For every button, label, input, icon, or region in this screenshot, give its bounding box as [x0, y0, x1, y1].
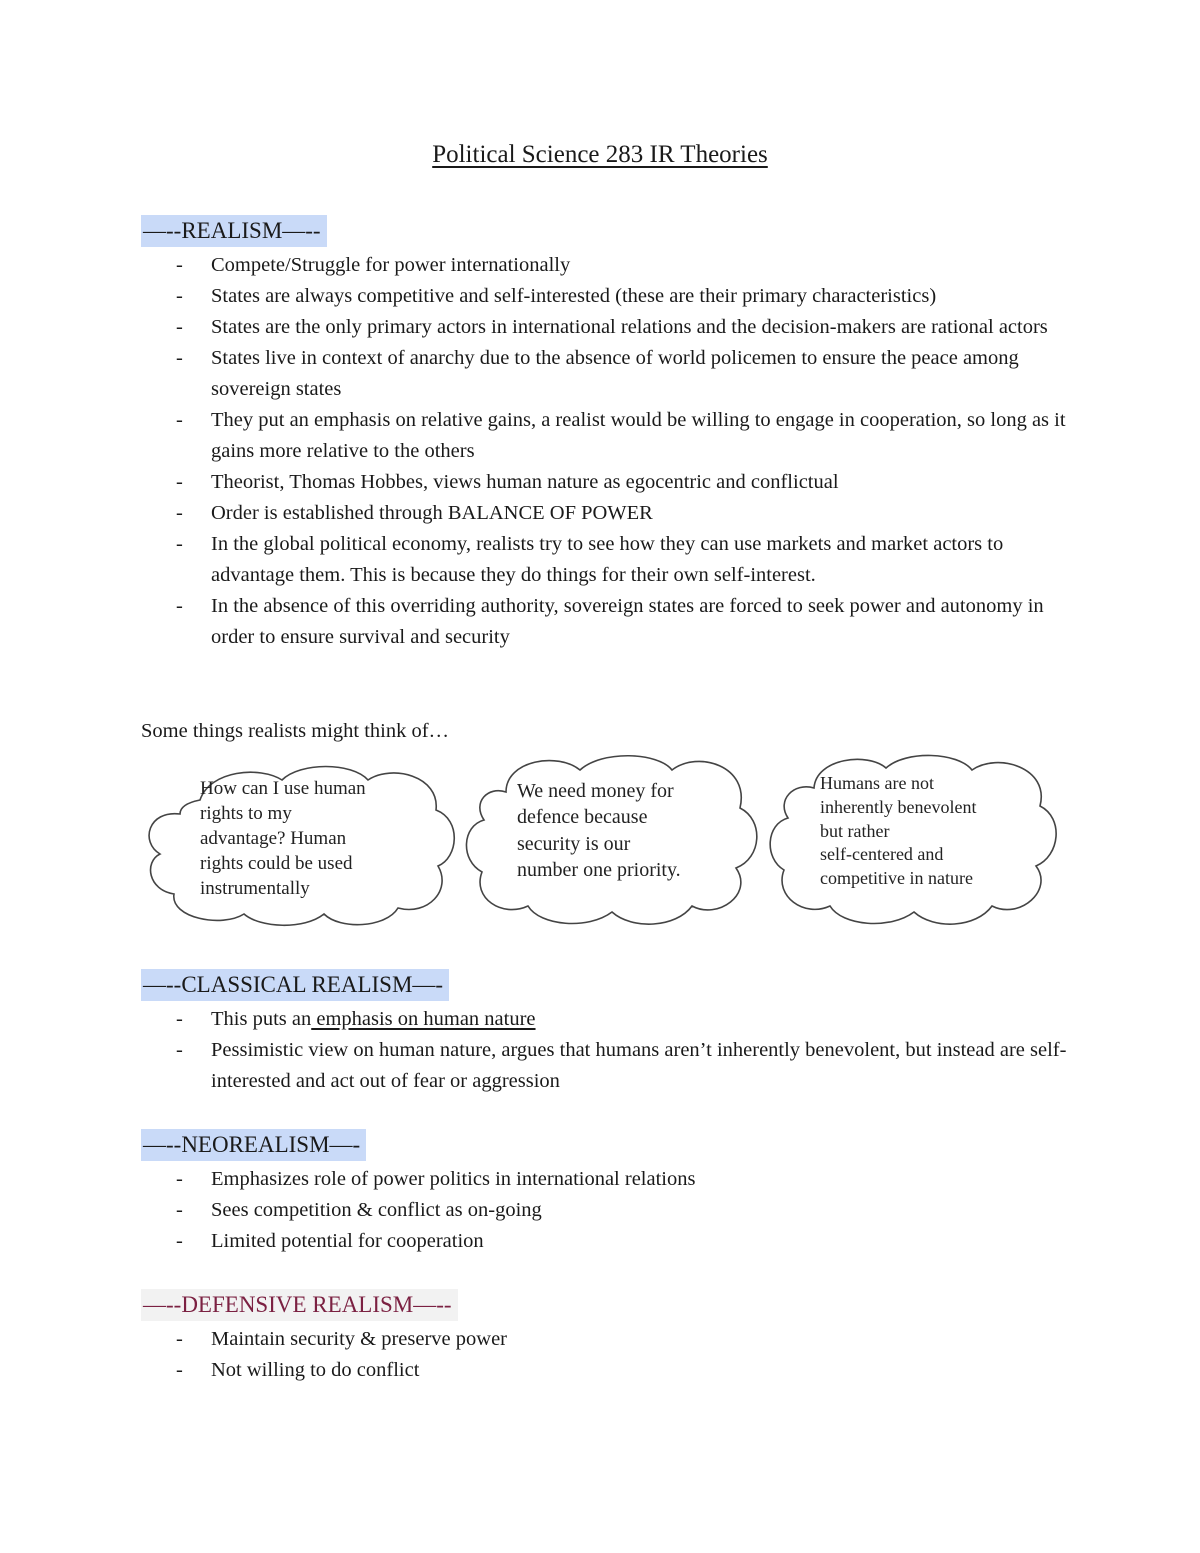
defensive-realism-heading: —--DEFENSIVE REALISM—--: [141, 1289, 458, 1321]
bullet-dash: -: [176, 1199, 183, 1221]
neorealism-list: [174, 1164, 1074, 1257]
classical-realism-list: [174, 1004, 1074, 1097]
bullet-dash: -: [176, 347, 183, 369]
list-item: - Not willing to do conflict: [174, 1355, 1074, 1386]
list-item: - Order is established through BALANCE OF POWER: [174, 498, 1074, 529]
list-item: - Limited potential for cooperation: [174, 1226, 1074, 1257]
bullet-dash: -: [176, 285, 183, 307]
list-item: - States are the only primary actors in international relations and the decision-makers are rational actors: [174, 312, 1074, 343]
bullet-dash: -: [176, 254, 183, 276]
neorealism-heading: —--NEOREALISM—-: [141, 1129, 366, 1161]
bullet-dash: -: [176, 1168, 183, 1190]
list-item: - Theorist, Thomas Hobbes, views human nature as egocentric and conflictual: [174, 467, 1074, 498]
bullet-dash: -: [176, 1008, 183, 1030]
emphasis-underline: emphasis on human nature: [311, 1008, 536, 1030]
thought-cloud-3: [768, 750, 1058, 930]
thought-text-3: Humans are not inherently benevolent but rather self-centered and competitive in nature: [820, 773, 977, 888]
bullet-dash: -: [176, 502, 183, 524]
bullet-dash: -: [176, 1328, 183, 1350]
bullet-dash: -: [176, 1039, 183, 1061]
bullet-dash: -: [176, 316, 183, 338]
list-item: - Compete/Struggle for power internationally: [174, 250, 1074, 281]
defensive-realism-list: [174, 1324, 1074, 1386]
list-item: - They put an emphasis on relative gains, a realist would be willing to engage in cooperation, so long as it gains more relative to the others: [174, 405, 1074, 467]
realism-list: [174, 250, 1074, 653]
list-item: - Sees competition & conflict as on-going: [174, 1195, 1074, 1226]
list-item: - Pessimistic view on human nature, argues that humans aren’t inherently benevolent, but instead are self-interested and act out of fear or aggression: [174, 1035, 1074, 1097]
list-item: - States are always competitive and self-interested (these are their primary characteristics): [174, 281, 1074, 312]
thoughts-intro: Some things realists might think of…: [141, 720, 450, 742]
bullet-dash: -: [176, 533, 183, 555]
list-item: - Maintain security & preserve power: [174, 1324, 1074, 1355]
bullet-dash: -: [176, 1359, 183, 1381]
bullet-dash: -: [176, 409, 183, 431]
bullet-dash: -: [176, 595, 183, 617]
list-item: - In the absence of this overriding authority, sovereign states are forced to seek power and autonomy in order to ensure survival and security: [174, 591, 1074, 653]
list-item: - In the global political economy, realists try to see how they can use markets and market actors to advantage them. This is because they do things for their own self-interest.: [174, 529, 1074, 591]
classical-realism-heading: —--CLASSICAL REALISM—-: [141, 969, 449, 1001]
bullet-dash: -: [176, 1230, 183, 1252]
list-item: - This puts an emphasis on human nature: [174, 1004, 1074, 1035]
list-item: - States live in context of anarchy due to the absence of world policemen to ensure the peace among sovereign states: [174, 343, 1074, 405]
bullet-dash: -: [176, 471, 183, 493]
realism-heading: —--REALISM—--: [141, 215, 327, 247]
list-item: - Emphasizes role of power politics in international relations: [174, 1164, 1074, 1195]
thought-cloud-1: [140, 758, 460, 930]
thought-cloud-2: [462, 750, 766, 930]
thought-text-1: How can I use human rights to my advantage? Human rights could be used instrumentally: [200, 778, 366, 900]
thought-text-2: We need money for defence because security is our number one priority.: [517, 780, 681, 882]
page-title: Political Science 283 IR Theories: [432, 141, 768, 168]
